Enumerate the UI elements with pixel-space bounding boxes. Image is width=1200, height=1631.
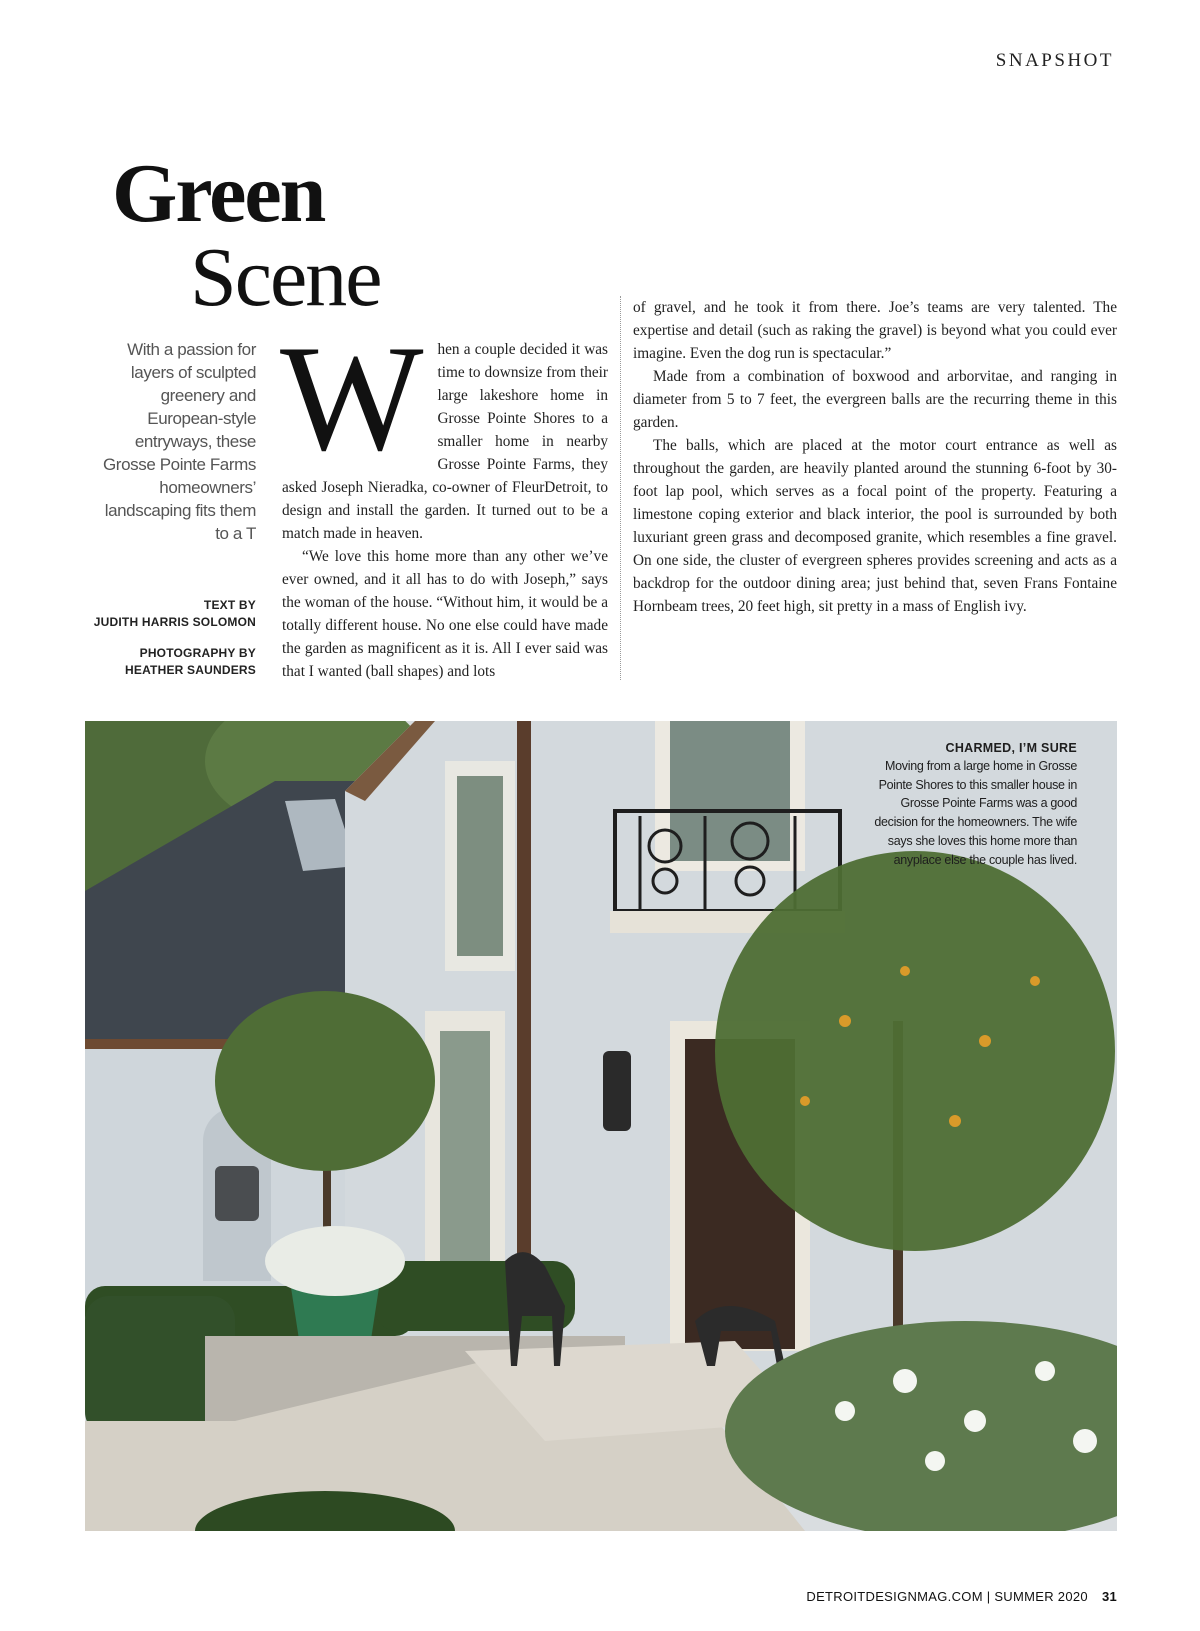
body-column-2 (633, 296, 1117, 618)
body-paragraph: Made from a combination of boxwood and arborvitae, and ranging in diameter from 5 to 7 feet, the evergreen balls are the recurring theme in this garden. (633, 368, 1117, 431)
dropcap: W (280, 314, 424, 482)
body-paragraph: The balls, which are placed at the motor court entrance as well as throughout the garden, are heavily planted around the stunning 6-foot by 30-foot lap pool, which serves as a focal point of the property. Featuring a limestone coping exterior and black interior, the pool is surrounded by both luxuriant green grass and decomposed granite, which resembles a fine gravel. On one side, the cluster of evergreen spheres provides screening and acts as a backdrop for the outdoor dining area; just behind that, seven Frans Fontaine Hornbeam trees, 20 feet high, sit pretty in a mass of English ivy. (633, 437, 1117, 615)
photo-credit-label: PHOTOGRAPHY BY (139, 646, 256, 660)
text-credit-name: JUDITH HARRIS SOLOMON (93, 615, 256, 629)
body-paragraph: of gravel, and he took it from there. Joe’s teams are very talented. The expertise and detail (such as raking the gravel) is beyond what you could ever imagine. Even the dog run is spectacular.” (633, 299, 1117, 362)
page-number: 31 (1101, 1589, 1117, 1604)
page-footer (806, 1589, 1117, 1604)
section-label: SNAPSHOT (995, 50, 1114, 71)
body-paragraph (280, 314, 608, 545)
garden-house-photo (85, 721, 1117, 1531)
photo-credit (70, 645, 256, 679)
text-credit (70, 597, 256, 631)
dek: With a passion for layers of sculpted greenery and European-style entryways, these Grosse Pointe Farms homeowners’ landscaping fits them to a T (102, 340, 256, 543)
photo-credit-name: HEATHER SAUNDERS (125, 663, 256, 677)
body-paragraph-text: hen a couple decided it was time to downsize from their large lakeshore home in Grosse Pointe Shores to a smaller home in nearby Grosse Pointe Farms, they asked Joseph Nieradka, co-owner of FleurDetroit, to design and install the garden. It turned out to be a match made in heaven. (282, 341, 608, 542)
downspout (517, 721, 531, 1281)
column-divider (620, 296, 621, 680)
headline-line-2: Scene (190, 231, 381, 324)
body-paragraph: “We love this home more than any other we’ve ever owned, and it all has to do with Joseph,” says the woman of the house. “Without him, it would be a totally different house. No one else could have made the garden as magnificent as it is. All I ever said was that I wanted (ball shapes) and lots (282, 548, 608, 680)
caption-body: Moving from a large home in Grosse Pointe Shores to this smaller house in Grosse Pointe Farms was a good decision for the homeowners. The wife says she loves this home more than anyplace else the couple has lived. (874, 759, 1077, 867)
wall-lantern (603, 1051, 631, 1131)
wall-fountain (215, 1166, 259, 1221)
caption-title: CHARMED, I’M SURE (945, 741, 1077, 755)
headline-line-1: Green (112, 147, 325, 240)
photo-caption (867, 739, 1077, 869)
footer-site-issue: DETROITDESIGNMAG.COM | SUMMER 2020 (806, 1589, 1088, 1604)
left-tree (215, 991, 435, 1171)
text-credit-label: TEXT BY (203, 598, 256, 612)
citrus-tree (715, 851, 1115, 1251)
body-column-1 (280, 314, 608, 683)
